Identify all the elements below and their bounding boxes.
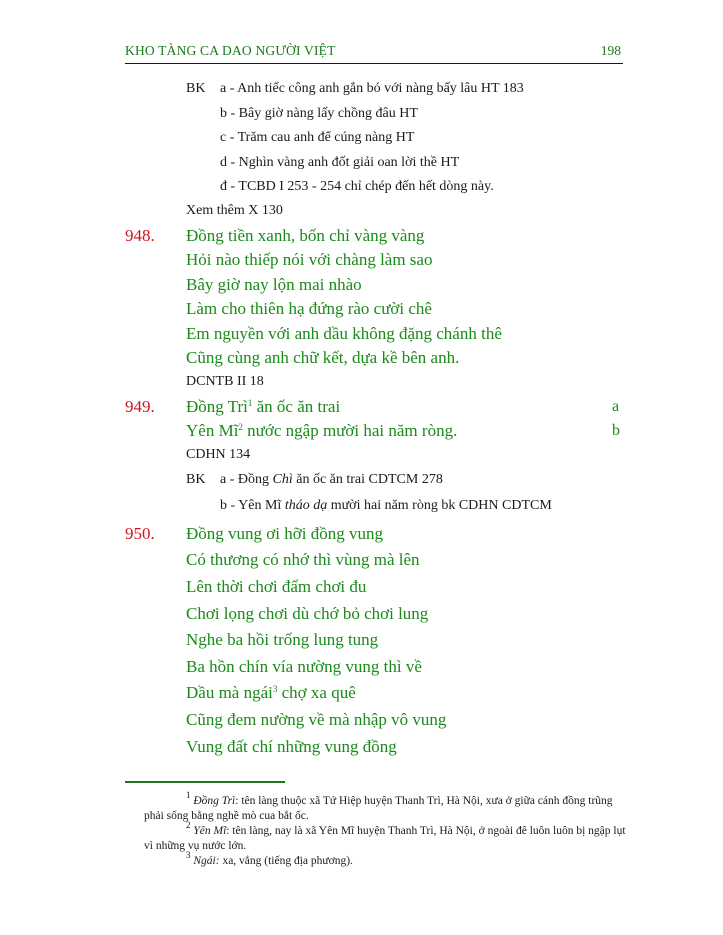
- footnote-mark: 2: [186, 820, 191, 830]
- footnote-ref-3: 3: [272, 684, 278, 694]
- verse-line: Làm cho thiên hạ đứng rào cười chê: [186, 299, 432, 318]
- verse-line: Vung đất chí những vung đồng: [186, 737, 397, 756]
- footnote-3: [144, 850, 630, 869]
- verse-text: chợ xa quê: [277, 683, 356, 702]
- bk-label: BK: [186, 472, 206, 487]
- line-letter-b: b: [612, 422, 620, 439]
- verse-text: Yên Mĩ: [186, 421, 239, 440]
- bk-note-dd: đ - TCBD I 253 - 254 chỉ chép đến hết dòng này.: [220, 179, 494, 194]
- bk-note-text: a - Anh tiếc công anh gắn bó với nàng bấy lâu HT 183: [220, 81, 524, 96]
- verse-line: Cũng đem nường về mà nhập vô vung: [186, 710, 447, 729]
- verse-line: Có thương có nhớ thì vùng mà lên: [186, 550, 420, 569]
- bk-variant: tháo dạ: [284, 498, 328, 513]
- verse-line: Hỏi nào thiếp nói với chàng làm sao: [186, 250, 433, 269]
- verse-line: Lên thời chơi đấm chơi đu: [186, 577, 367, 596]
- entry-number-950: 950.: [125, 524, 155, 543]
- footnote-term: Đồng Trì: [193, 795, 236, 807]
- verse-line: [186, 397, 340, 417]
- footnote-text: : tên làng, nay là xã Yên Mĩ huyện Thanh Trì, Hà Nội, ở ngoài đê luôn luôn bị ngập lụt vì những vụ nước lớn.: [144, 825, 626, 852]
- bk-note-b: b - Bây giờ nàng lấy chồng đâu HT: [220, 106, 418, 121]
- bk-text: a - Đồng: [220, 472, 273, 487]
- verse-line: Cũng cùng anh chữ kết, dựa kề bên anh.: [186, 348, 460, 367]
- page-header: [125, 41, 623, 64]
- entry-number-948: 948.: [125, 226, 155, 245]
- footnote-text: : tên làng thuộc xã Tứ Hiệp huyện Thanh Trì, Hà Nội, xưa ở giữa cánh đồng trũng phải sống bằng nghề mò cua bắt ốc.: [144, 795, 613, 822]
- verse-line: Bây giờ nay lộn mai nhào: [186, 275, 362, 294]
- verse-text: nước ngập mười hai năm ròng.: [242, 421, 458, 440]
- bk-note-a: [186, 81, 524, 97]
- footnote-term: Ngái:: [193, 855, 220, 867]
- footnote-mark: 3: [186, 850, 191, 860]
- bk-text: b - Yên Mĩ: [220, 498, 285, 513]
- footnote-2: [144, 820, 630, 854]
- verse-line: Đồng tiền xanh, bốn chỉ vàng vàng: [186, 226, 425, 245]
- see-also: Xem thêm X 130: [186, 203, 283, 218]
- verse-line: [186, 421, 457, 441]
- running-title: KHO TÀNG CA DAO NGƯỜI VIỆT: [125, 43, 336, 58]
- verse-line: [186, 683, 356, 703]
- bk-note-b: [220, 498, 552, 514]
- footnote-ref-1: 1: [247, 398, 253, 408]
- verse-text: Dầu mà ngái: [186, 683, 273, 702]
- bk-label: BK: [186, 81, 206, 96]
- line-letter-a: a: [612, 398, 620, 415]
- verse-line: Ba hồn chín vía nường vung thì về: [186, 657, 422, 676]
- footnote-ref-2: 2: [238, 422, 243, 432]
- verse-line: Đồng vung ơi hỡi đồng vung: [186, 524, 383, 543]
- verse-line: Nghe ba hồi trống lung tung: [186, 630, 379, 649]
- verse-text: Đồng Trì: [186, 397, 248, 416]
- source-ref: DCNTB II 18: [186, 374, 264, 389]
- source-ref: CDHN 134: [186, 447, 251, 462]
- bk-note-d: d - Nghìn vàng anh đốt giải oan lời thề HT: [220, 155, 460, 170]
- footnote-term: Yên Mĩ: [193, 825, 227, 837]
- page-number: 198: [600, 43, 621, 58]
- bk-variant: Chì: [272, 472, 293, 487]
- footnote-divider: [125, 781, 285, 783]
- bk-text: mười hai năm ròng bk CDHN CDTCM: [327, 498, 552, 513]
- footnote-1: [144, 790, 630, 824]
- bk-note-a: [186, 472, 443, 488]
- footnote-text: xa, vắng (tiếng địa phương).: [219, 855, 353, 867]
- verse-line: Chơi lọng chơi dù chớ bỏ chơi lung: [186, 604, 429, 623]
- footnote-mark: 1: [186, 790, 191, 800]
- bk-note-c: c - Trăm cau anh để cúng nàng HT: [220, 130, 415, 145]
- verse-line: Em nguyền với anh dầu không đặng chánh thê: [186, 324, 502, 343]
- entry-number-949: 949.: [125, 397, 155, 416]
- verse-text: ăn ốc ăn trai: [252, 397, 341, 416]
- bk-text: ăn ốc ăn trai CDTCM 278: [292, 472, 443, 487]
